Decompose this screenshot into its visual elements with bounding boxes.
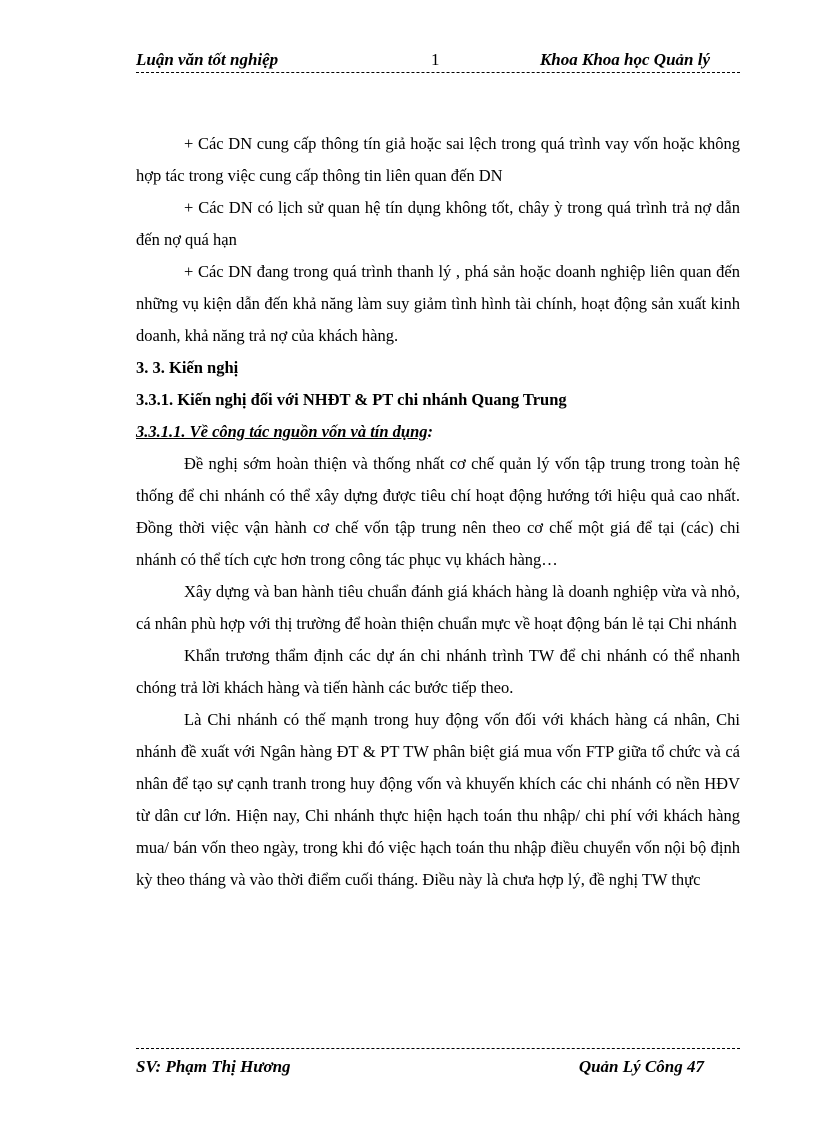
paragraph: Đề nghị sớm hoàn thiện và thống nhất cơ chế quản lý vốn tập trung trong toàn hệ thống để chi nhánh có thể xây dựng được tiêu chí hoạt động hướng tới hiệu quả cao nhất. Đồng thời việc vận hành cơ chế vốn tập trung nên theo cơ chế một giá để tại (các) chi nhánh có thể tích cực hơn trong công tác phục vụ khách hàng… (136, 454, 740, 569)
page-header (136, 48, 740, 73)
section-heading-3-3-1-1-text: 3.3.1.1. Về công tác nguồn vốn và tín dụng (136, 422, 428, 441)
section-heading-3-3: 3. 3. Kiến nghị (136, 358, 239, 377)
header-faculty-label: Khoa Khoa học Quản lý (539, 50, 710, 69)
section-heading-3-3-1: 3.3.1. Kiến nghị đối với NHĐT & PT chi nhánh Quang Trung (136, 390, 567, 409)
footer-class-label: Quản Lý Công 47 (578, 1057, 704, 1076)
header-thesis-label: Luận văn tốt nghiệp (136, 50, 279, 69)
page-footer (136, 1048, 740, 1083)
section-heading-3-3-1-1 (136, 416, 740, 448)
paragraph: + Các DN đang trong quá trình thanh lý , phá sản hoặc doanh nghiệp liên quan đến những vụ kiện dẫn đến khả năng làm suy giảm tình hình tài chính, hoạt động sản xuất kinh doanh, khả năng trả nợ của khách hàng. (136, 262, 740, 345)
paragraph: Xây dựng và ban hành tiêu chuẩn đánh giá khách hàng là doanh nghiệp vừa và nhỏ, cá nhân phù hợp với thị trường để hoàn thiện chuẩn mực về hoạt động bán lẻ tại Chi nhánh (136, 582, 740, 633)
paragraph: Khẩn trương thẩm định các dự án chi nhánh trình TW để chi nhánh có thể nhanh chóng trả lời khách hàng và tiến hành các bước tiếp theo. (136, 646, 740, 697)
footer-student-name: SV: Phạm Thị Hương (136, 1057, 291, 1076)
paragraph: + Các DN cung cấp thông tín giả hoặc sai lệch trong quá trình vay vốn hoặc không hợp tác trong việc cung cấp thông tin liên quan đến DN (136, 134, 740, 185)
heading-colon: : (427, 422, 434, 441)
paragraph: + Các DN có lịch sử quan hệ tín dụng không tốt, chây ỳ trong quá trình trả nợ dẫn đến nợ quá hạn (136, 198, 740, 249)
paragraph: Là Chi nhánh có thế mạnh trong huy động vốn đối với khách hàng cá nhân, Chi nhánh đề xuất với Ngân hàng ĐT & PT TW phân biệt giá mua vốn FTP giữa tổ chức và cá nhân để tạo sự cạnh tranh trong huy động vốn và khuyến khích các chi nhánh có nền HĐV từ dân cư lớn. Hiện nay, Chi nhánh thực hiện hạch toán thu nhập/ chi phí với khách hàng mua/ bán vốn theo ngày, trong khi đó việc hạch toán thu nhập điều chuyển vốn nội bộ định kỳ theo tháng và vào thời điểm cuối tháng. Điều này là chưa hợp lý, đề nghị TW thực (136, 710, 740, 889)
page-number: 1 (431, 50, 440, 69)
document-body (136, 128, 740, 896)
